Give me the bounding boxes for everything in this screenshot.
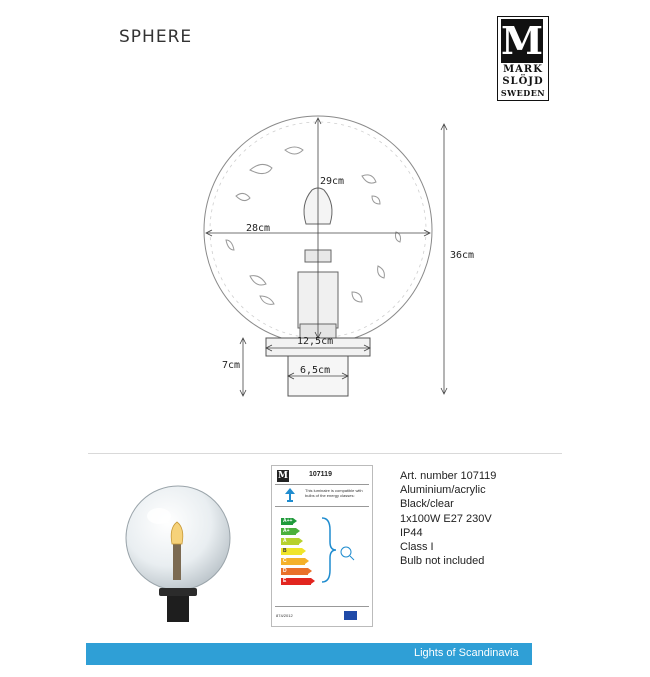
spec-list xyxy=(400,469,496,568)
bulb-bracket-icon xyxy=(318,516,358,586)
eu-flag-icon xyxy=(344,611,357,620)
energy-class-bar: A xyxy=(281,538,299,545)
energy-class-bar: E xyxy=(281,578,311,585)
energy-class-bar: C xyxy=(281,558,305,565)
logo-line-2: SLÖJD xyxy=(502,76,544,87)
dim-base-height: 7cm xyxy=(222,360,241,371)
logo-line-3: SWEDEN xyxy=(500,88,546,98)
dim-globe-width: 28cm xyxy=(246,223,271,234)
spec-line: 1x100W E27 230V xyxy=(400,512,492,525)
logo-line-1: MARK xyxy=(503,64,543,75)
footer-bar xyxy=(86,643,532,665)
dim-globe-height: 29cm xyxy=(320,176,345,187)
dim-collar-width: 12,5cm xyxy=(297,336,334,347)
energy-class-bar: D xyxy=(281,568,308,575)
label-regulation: 874/2012 xyxy=(276,613,293,618)
spec-line: Bulb not included xyxy=(400,555,485,568)
logo-mark: M xyxy=(501,18,544,63)
label-brand-mark: M xyxy=(278,471,288,481)
dim-base-width: 6,5cm xyxy=(300,365,331,376)
lamp-icon xyxy=(284,487,296,502)
label-separator xyxy=(275,606,369,607)
spec-line: Black/clear xyxy=(400,498,454,511)
spec-line: Aluminium/acrylic xyxy=(400,484,486,497)
energy-label xyxy=(271,465,373,627)
spec-line: IP44 xyxy=(400,526,423,539)
spec-line: Class I xyxy=(400,541,434,554)
energy-class-bar: A+ xyxy=(281,528,296,535)
energy-class-bar: B xyxy=(281,548,302,555)
product-photo xyxy=(121,480,236,630)
label-article-number: 107119 xyxy=(309,471,332,478)
energy-class-bar: A++ xyxy=(283,518,293,524)
product-title: SPHERE xyxy=(119,27,193,47)
label-separator xyxy=(275,506,369,507)
footer-tagline: Lights of Scandinavia xyxy=(414,647,519,659)
label-separator xyxy=(275,484,369,485)
spec-line: Art. number 107119 xyxy=(400,470,497,482)
label-compatibility-text: This luminaire is compatible with bulbs of the energy classes: xyxy=(305,488,363,498)
section-divider xyxy=(88,453,562,454)
dim-total-height: 36cm xyxy=(450,250,475,261)
